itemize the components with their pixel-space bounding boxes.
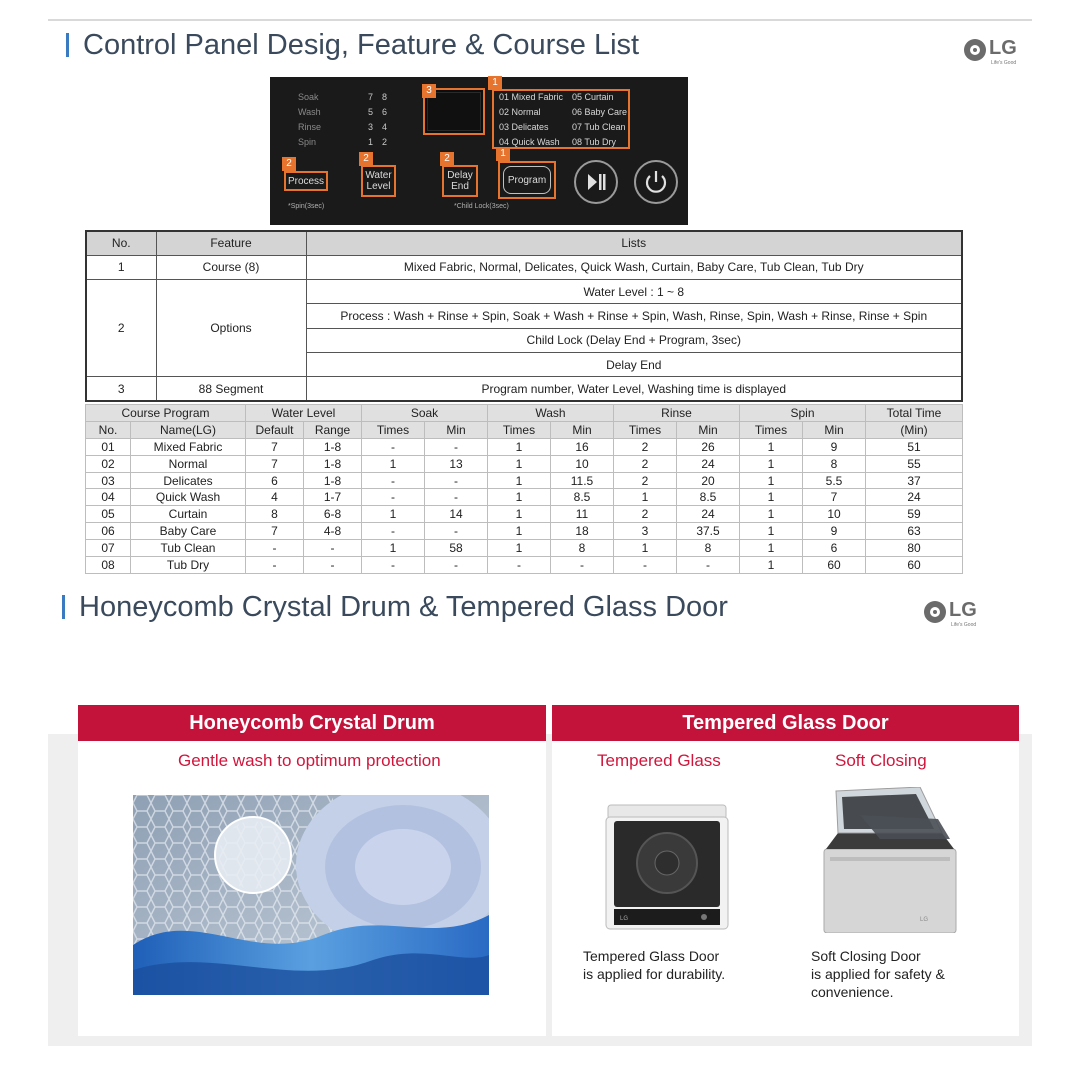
course-cell: 1: [740, 557, 803, 574]
course-cell: 1: [740, 438, 803, 455]
course-label: 03 Delicates: [499, 122, 549, 132]
delay-label-line2: End: [451, 181, 469, 192]
course-cell: -: [246, 540, 304, 557]
course-cell: 06: [86, 523, 131, 540]
course-cell: -: [425, 472, 488, 489]
lg-logo: [964, 35, 1028, 69]
course-cell: 9: [803, 523, 866, 540]
level-number: 7: [368, 92, 374, 102]
cell-list: Water Level : 1 ~ 8: [306, 280, 962, 304]
table-row: [86, 506, 963, 523]
course-cell: 14: [425, 506, 488, 523]
lg-logo-word: LG: [989, 37, 1017, 59]
table-header-row: [86, 231, 962, 255]
level-number: 1: [368, 137, 374, 147]
subheader-cell: Min: [677, 421, 740, 438]
soft-closing-caption: [811, 947, 945, 1001]
drum-card-title: Honeycomb Crystal Drum: [78, 705, 546, 741]
course-cell: 13: [425, 455, 488, 472]
child-lock-note: *Child Lock(3sec): [454, 203, 509, 210]
spin-note: *Spin(3sec): [288, 203, 325, 210]
table-row: [86, 455, 963, 472]
title-accent-bar: [62, 595, 65, 619]
course-cell: 6-8: [304, 506, 362, 523]
soft-closing-subtitle: Soft Closing: [835, 751, 927, 770]
course-cell: 08: [86, 557, 131, 574]
course-cell: 1-8: [304, 455, 362, 472]
course-cell: -: [304, 540, 362, 557]
course-cell: 60: [866, 557, 963, 574]
course-cell: 1: [740, 472, 803, 489]
title-accent-bar: [66, 33, 69, 57]
course-cell: 07: [86, 540, 131, 557]
course-cell: 18: [551, 523, 614, 540]
course-cell: 1: [740, 523, 803, 540]
program-button: Program: [503, 166, 551, 194]
course-cell: 5.5: [803, 472, 866, 489]
cell-feature: Course (8): [156, 255, 306, 279]
course-cell: -: [677, 557, 740, 574]
tempered-glass-caption: [583, 947, 725, 983]
start-pause-icon: [574, 160, 618, 204]
stage-spin: Spin: [298, 137, 317, 147]
caption-line: Tempered Glass Door: [583, 948, 720, 964]
cell-list: Program number, Water Level, Washing time is displayed: [306, 377, 962, 401]
course-cell: 1: [488, 489, 551, 506]
subheader-cell: Default: [246, 421, 304, 438]
course-label: 06 Baby Care: [572, 107, 628, 117]
power-icon: [634, 160, 678, 204]
course-cell: 1-8: [304, 438, 362, 455]
level-number: 2: [382, 137, 388, 147]
course-cell: 24: [677, 506, 740, 523]
soft-closing-washer-image: [820, 787, 960, 933]
badge-delay-end: 2: [440, 152, 454, 166]
table-row: [86, 489, 963, 506]
delay-label-line1: Delay: [447, 170, 473, 181]
course-cell: 6: [246, 472, 304, 489]
course-cell: 2: [614, 455, 677, 472]
course-cell: 2: [614, 438, 677, 455]
course-cell: 10: [803, 506, 866, 523]
course-cell: 1-8: [304, 472, 362, 489]
header-course-program: Course Program: [86, 405, 246, 422]
course-cell: 59: [866, 506, 963, 523]
course-cell: 7: [246, 438, 304, 455]
level-number: 5: [368, 107, 374, 117]
table-row: [86, 472, 963, 489]
course-cell: 51: [866, 438, 963, 455]
course-cell: Tub Clean: [131, 540, 246, 557]
course-cell: -: [614, 557, 677, 574]
cell-list: Delay End: [306, 352, 962, 376]
course-cell: 1-7: [304, 489, 362, 506]
course-label: 05 Curtain: [572, 92, 614, 102]
lg-logo-word: LG: [949, 599, 977, 621]
lg-logo-tagline: Life's Good: [951, 622, 977, 628]
course-label: 08 Tub Dry: [572, 137, 617, 147]
water-label-line2: Level: [366, 181, 391, 192]
course-cell: 24: [677, 455, 740, 472]
subheader-cell: Times: [362, 421, 425, 438]
course-cell: 1: [740, 506, 803, 523]
course-cell: -: [425, 438, 488, 455]
cell-feature: 88 Segment: [156, 377, 306, 401]
subheader-cell: Min: [551, 421, 614, 438]
course-cell: 63: [866, 523, 963, 540]
svg-text:LG: LG: [920, 917, 929, 923]
badge-courses: 1: [488, 76, 502, 90]
course-cell: 4: [246, 489, 304, 506]
stage-wash: Wash: [298, 107, 321, 117]
course-cell: 7: [803, 489, 866, 506]
course-cell: Mixed Fabric: [131, 438, 246, 455]
course-cell: 05: [86, 506, 131, 523]
course-cell: 2: [614, 506, 677, 523]
course-cell: 11.5: [551, 472, 614, 489]
header-wash: Wash: [488, 405, 614, 422]
course-cell: 1: [740, 455, 803, 472]
cell-feature: Options: [156, 280, 306, 377]
course-cell: 04: [86, 489, 131, 506]
water-level-button: [363, 168, 394, 194]
subheader-cell: Name(LG): [131, 421, 246, 438]
course-cell: -: [425, 489, 488, 506]
caption-line: convenience.: [811, 984, 894, 1000]
course-cell: 8.5: [677, 489, 740, 506]
header-no: No.: [86, 231, 156, 255]
course-label: 07 Tub Clean: [572, 122, 626, 132]
course-cell: 80: [866, 540, 963, 557]
tempered-glass-subtitle: Tempered Glass: [597, 751, 721, 770]
badge-process: 2: [282, 157, 296, 171]
course-cell: 55: [866, 455, 963, 472]
badge-water-level: 2: [359, 152, 373, 166]
cell-list: Child Lock (Delay End + Program, 3sec): [306, 328, 962, 352]
header-soak: Soak: [362, 405, 488, 422]
lg-logo-icon: [964, 39, 986, 61]
level-number: 4: [382, 122, 388, 132]
header-water-level: Water Level: [246, 405, 362, 422]
course-cell: 7: [246, 455, 304, 472]
table-row: [86, 557, 963, 574]
section-title-drum-door: [62, 591, 728, 624]
level-number: 3: [368, 122, 374, 132]
level-number: 8: [382, 92, 388, 102]
level-number: 6: [382, 107, 388, 117]
table-row: [86, 255, 962, 279]
tempered-glass-door-card: [552, 705, 1019, 1036]
subheader-cell: Range: [304, 421, 362, 438]
course-cell: 8: [551, 540, 614, 557]
table-row: [86, 377, 962, 401]
header-feature: Feature: [156, 231, 306, 255]
course-cell: 10: [551, 455, 614, 472]
section-title-text: Honeycomb Crystal Drum & Tempered Glass Door: [79, 591, 728, 623]
cell-no: 2: [86, 280, 156, 377]
svg-text:LG: LG: [620, 916, 629, 922]
caption-line: is applied for durability.: [583, 966, 726, 982]
course-cell: 58: [425, 540, 488, 557]
process-button: Process: [287, 175, 325, 187]
cell-list: Mixed Fabric, Normal, Delicates, Quick Wash, Curtain, Baby Care, Tub Clean, Tub Dry: [306, 255, 962, 279]
drum-card-subtitle: Gentle wash to optimum protection: [178, 751, 441, 770]
course-cell: -: [425, 523, 488, 540]
course-cell: 1: [488, 438, 551, 455]
course-cell: 03: [86, 472, 131, 489]
course-label: 01 Mixed Fabric: [499, 92, 564, 102]
course-cell: Tub Dry: [131, 557, 246, 574]
course-table-body: [86, 438, 963, 573]
course-cell: -: [362, 557, 425, 574]
cell-no: 1: [86, 255, 156, 279]
course-cell: -: [304, 557, 362, 574]
table-row: [86, 523, 963, 540]
course-cell: -: [246, 557, 304, 574]
course-cell: 37.5: [677, 523, 740, 540]
course-cell: 11: [551, 506, 614, 523]
subheader-cell: (Min): [866, 421, 963, 438]
course-cell: 9: [803, 438, 866, 455]
course-table: [85, 404, 963, 574]
delay-end-button: [444, 168, 476, 194]
cell-no: 3: [86, 377, 156, 401]
course-cell: 8: [677, 540, 740, 557]
course-cell: 1: [488, 506, 551, 523]
course-cell: Normal: [131, 455, 246, 472]
course-cell: -: [362, 489, 425, 506]
course-cell: 01: [86, 438, 131, 455]
water-label-line1: Water: [365, 170, 392, 181]
subheader-cell: No.: [86, 421, 131, 438]
section-title-text: Control Panel Desig, Feature & Course List: [83, 29, 640, 61]
course-cell: 1: [740, 489, 803, 506]
feature-table: [85, 230, 963, 402]
lg-logo: [924, 597, 988, 631]
course-cell: 1: [362, 455, 425, 472]
course-cell: 6: [803, 540, 866, 557]
subheader-cell: Times: [740, 421, 803, 438]
course-label: 04 Quick Wash: [499, 137, 560, 147]
course-cell: 26: [677, 438, 740, 455]
header-total-time: Total Time: [866, 405, 963, 422]
course-header-row: [86, 405, 963, 422]
cell-list: Process : Wash + Rinse + Spin, Soak + Wash + Rinse + Spin, Wash, Rinse, Spin, Wash + Rinse, Rinse + Spin: [306, 304, 962, 328]
caption-line: Soft Closing Door: [811, 948, 921, 964]
course-cell: 1: [488, 540, 551, 557]
course-cell: 16: [551, 438, 614, 455]
course-subheader-row: [86, 421, 963, 438]
course-cell: 1: [362, 540, 425, 557]
course-cell: 8: [803, 455, 866, 472]
top-divider: [48, 19, 1032, 21]
course-cell: -: [362, 438, 425, 455]
course-cell: 24: [866, 489, 963, 506]
course-cell: 8: [246, 506, 304, 523]
course-cell: -: [488, 557, 551, 574]
control-panel-image: [270, 77, 688, 225]
header-rinse: Rinse: [614, 405, 740, 422]
stage-soak: Soak: [298, 92, 319, 102]
lg-logo-icon: [924, 601, 946, 623]
course-cell: 1: [614, 489, 677, 506]
table-row: [86, 280, 962, 304]
course-cell: 60: [803, 557, 866, 574]
stage-rinse: Rinse: [298, 122, 322, 132]
course-cell: 1: [488, 472, 551, 489]
course-cell: 4-8: [304, 523, 362, 540]
subheader-cell: Min: [425, 421, 488, 438]
course-cell: 1: [362, 506, 425, 523]
course-cell: -: [425, 557, 488, 574]
subheader-cell: Min: [803, 421, 866, 438]
badge-program: 1: [496, 147, 510, 161]
course-cell: 7: [246, 523, 304, 540]
course-cell: 2: [614, 472, 677, 489]
honeycomb-drum-card: [78, 705, 546, 1036]
subheader-cell: Times: [614, 421, 677, 438]
course-cell: 1: [488, 523, 551, 540]
course-cell: 37: [866, 472, 963, 489]
header-lists: Lists: [306, 231, 962, 255]
course-cell: -: [362, 472, 425, 489]
course-cell: 1: [740, 540, 803, 557]
door-card-title: Tempered Glass Door: [552, 705, 1019, 741]
course-cell: Curtain: [131, 506, 246, 523]
course-cell: 8.5: [551, 489, 614, 506]
course-cell: Delicates: [131, 472, 246, 489]
subheader-cell: Times: [488, 421, 551, 438]
course-cell: 3: [614, 523, 677, 540]
course-cell: -: [362, 523, 425, 540]
course-cell: 1: [488, 455, 551, 472]
header-spin: Spin: [740, 405, 866, 422]
badge-display: 3: [422, 84, 436, 98]
course-cell: 02: [86, 455, 131, 472]
tempered-glass-washer-image: [604, 803, 730, 931]
course-label: 02 Normal: [499, 107, 541, 117]
course-cell: -: [551, 557, 614, 574]
course-cell: 1: [614, 540, 677, 557]
honeycomb-drum-image: [133, 795, 489, 995]
caption-line: is applied for safety &: [811, 966, 945, 982]
lg-logo-tagline: Life's Good: [991, 60, 1017, 66]
course-cell: Baby Care: [131, 523, 246, 540]
section-title-control-panel: [66, 29, 639, 62]
course-cell: Quick Wash: [131, 489, 246, 506]
table-row: [86, 438, 963, 455]
table-row: [86, 540, 963, 557]
course-cell: 20: [677, 472, 740, 489]
